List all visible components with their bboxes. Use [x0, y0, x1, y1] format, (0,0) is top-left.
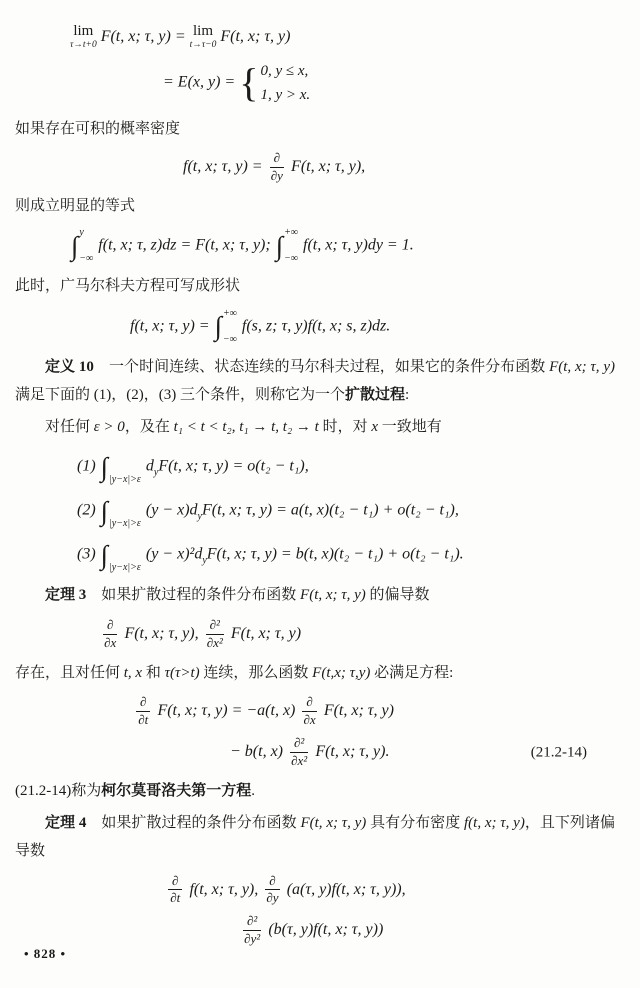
text-run: 则成立明显的等式: [15, 197, 136, 214]
integral-limits: |y−x|>ε: [109, 562, 141, 574]
limit: lim t→τ−0: [189, 23, 217, 50]
inline-math: F(t, x; τ, y): [300, 587, 366, 604]
inline-math: F(t, x; τ, y): [549, 358, 615, 375]
text-run: 一个时间连续、状态连续的马尔科夫过程，如果它的条件分布函数: [93, 358, 550, 375]
inline-math: τ(τ>t): [164, 664, 200, 681]
inline-math: F(t,x; τ,y): [312, 664, 371, 681]
text-run: :: [405, 387, 410, 404]
inline-math: F(t, x; τ, y): [300, 814, 367, 831]
fraction: $\frac{\partial}{\partial t}$: [136, 695, 150, 728]
integral-limits: |y−x|>ε: [109, 474, 141, 486]
math-text: F(t, x; τ, y) =: [96, 27, 190, 45]
text-run: 此时，广马尔科夫方程可写成形状: [15, 278, 241, 295]
identity-equation: [70, 228, 615, 264]
first-equation-name: [15, 777, 615, 806]
step-function-cases: [163, 59, 615, 107]
integral: [215, 309, 237, 345]
math-text: f(s, z; τ, y)f(t, x; s, z)dz.: [237, 317, 391, 335]
kolmogorov-eq-line1: [133, 695, 615, 728]
fraction: $\frac{\text{∂²}}{\text{∂y²}}$: [244, 913, 261, 947]
integral-limits: y −∞: [79, 227, 94, 265]
case-row: 0, y ≤ x,: [260, 62, 309, 79]
integral: [276, 228, 298, 264]
theorem-3-continuation: [15, 659, 615, 688]
math-text: (y − x)²d: [141, 546, 203, 564]
theorem-3: [15, 581, 615, 610]
math-text: (y − x)d: [141, 502, 198, 520]
kolmogorov-eq-line2: [230, 736, 615, 769]
text-run: 一致地有: [378, 418, 442, 435]
condition-2: [77, 493, 615, 529]
math-text: F(t, x; τ, y): [216, 27, 291, 45]
fraction: $\frac{\partial}{\partial x}$: [104, 616, 117, 650]
text-run: 的偏导数: [365, 587, 430, 604]
fraction: $\frac{\text{∂²}}{\text{∂x²}}$: [291, 735, 308, 769]
subscript: y: [197, 511, 202, 523]
math-text: (2): [77, 502, 100, 520]
identity-intro: [15, 192, 615, 221]
fraction: $\frac{\partial}{\partial t}$: [168, 874, 182, 907]
theorem-4: [15, 809, 615, 866]
bold-text: 定理 3: [45, 587, 87, 604]
integral-icon: ∫: [275, 230, 284, 261]
math-text: F(t, x; τ, y): [319, 702, 394, 720]
math-text: f(t, x; τ, y)dy = 1.: [299, 237, 414, 255]
text-run: .: [251, 783, 256, 799]
density-intro: [15, 115, 615, 144]
brace-icon: {: [239, 59, 259, 105]
integral-limits: +∞ −∞: [284, 227, 299, 265]
integral-icon: ∫: [214, 311, 223, 342]
math-text: F(t, x; τ, y),: [120, 624, 203, 642]
math-text: F(t, x; τ, y) = a(t, x)(t₂ − t₁) + o(t₂ − t₁),: [201, 502, 459, 520]
integral-icon: ∫: [71, 230, 79, 261]
integral-icon: ∫: [100, 539, 109, 570]
text-run: 具有分布密度: [366, 814, 464, 831]
text-run: ，且下列诸偏导数: [15, 814, 615, 859]
subscript: y: [153, 467, 159, 479]
text-run: 和: [142, 664, 165, 681]
density-definition: [183, 151, 615, 184]
bold-text: 定义 10: [45, 358, 94, 375]
integral: [71, 228, 93, 264]
cases-brace: [239, 59, 310, 107]
math-text: F(t, x; τ, y): [226, 624, 302, 642]
text-run: 存在，且对任何: [15, 664, 124, 681]
text-run: ，及在: [124, 418, 174, 435]
text-run: 连续，那么函数: [199, 664, 313, 681]
subscript: y: [202, 555, 207, 567]
bold-text: 扩散过程: [344, 387, 405, 404]
math-text: F(t, x; τ, y).: [311, 743, 390, 761]
condition-preamble: [15, 413, 615, 442]
math-text: (b(τ, y)f(t, x; τ, y)): [264, 921, 384, 939]
math-text: = E(x, y) =: [163, 73, 240, 91]
fraction: $\frac{\partial}{\partial y}$: [270, 150, 283, 183]
fraction: $\frac{\partial}{\partial y}$: [266, 872, 279, 906]
equation-number: (21.2-14): [530, 744, 587, 761]
condition-3: [77, 537, 615, 573]
bold-text: 定理 4: [45, 814, 87, 831]
fraction: $\frac{\partial}{\partial x}$: [303, 694, 316, 728]
text-run: 满足下面的 (1)，(2)，(3) 三个条件，则称它为一个: [15, 387, 345, 404]
math-text: f(t, x; τ, y) =: [130, 317, 214, 335]
inline-math: ε > 0: [93, 418, 125, 435]
text-run: 如果存在可积的概率密度: [15, 120, 181, 137]
integral-limits: |y−x|>ε: [109, 518, 141, 530]
bold-text: 柯尔莫哥洛夫第一方程: [101, 783, 252, 799]
text-run: 时，对: [318, 418, 372, 435]
math-text: F(t, x; τ, y) = −a(t, x): [153, 702, 300, 720]
inline-math: x: [371, 418, 379, 435]
fraction: $\frac{\text{∂²}}{\text{∂x²}}$: [206, 616, 223, 650]
integral-icon: ∫: [100, 495, 109, 526]
text-run: (21.2-14)称为: [15, 783, 102, 799]
math-text: f(t, x; τ, y) =: [183, 158, 267, 176]
definition-10: [15, 353, 615, 410]
math-text: F(t, x; τ, y) = o(t₂ − t₁),: [158, 458, 309, 476]
text-run: 必满足方程:: [370, 664, 454, 681]
limit: lim τ→t+0: [70, 23, 97, 50]
text-run: 对任何: [45, 418, 94, 435]
math-text: F(t, x; τ, y) = b(t, x)(t₂ − t₁) + o(t₂ − t₁).: [206, 546, 464, 564]
page-number: • 828 •: [24, 946, 67, 961]
integral-icon: ∫: [100, 451, 109, 482]
math-text: (a(τ, y)f(t, x; τ, y)),: [282, 880, 406, 898]
theorem-4-derivatives-2: [240, 914, 615, 947]
math-text: − b(t, x): [230, 743, 287, 761]
inline-math: f(t, x; τ, y): [464, 814, 525, 831]
text-run: 如果扩散过程的条件分布函数: [86, 587, 301, 604]
math-text: F(t, x; τ, y),: [287, 158, 366, 176]
chapman-equation: [130, 309, 615, 345]
math-text: d: [141, 458, 154, 476]
condition-1: [77, 449, 615, 485]
case-row: 1, y > x.: [260, 86, 311, 103]
theorem-4-derivatives-1: [165, 874, 615, 907]
inline-math: t₁ < t < t₂, t₁ → t, t₂ → t: [173, 418, 319, 435]
inline-math: t, x: [123, 664, 143, 681]
integral: [101, 449, 141, 485]
integral: [101, 493, 141, 529]
math-text: (1): [77, 458, 100, 476]
math-text: f(t, x; τ, z)dz = F(t, x; τ, y);: [94, 237, 275, 255]
limit-equation: [70, 24, 615, 51]
math-text: (3): [77, 546, 100, 564]
chapman-intro: [15, 272, 615, 301]
integral-limits: +∞ −∞: [223, 307, 237, 345]
text-run: 如果扩散过程的条件分布函数: [86, 814, 301, 831]
integral: [101, 537, 141, 573]
partial-derivatives: [100, 618, 615, 651]
math-text: f(t, x; τ, y),: [185, 880, 263, 898]
